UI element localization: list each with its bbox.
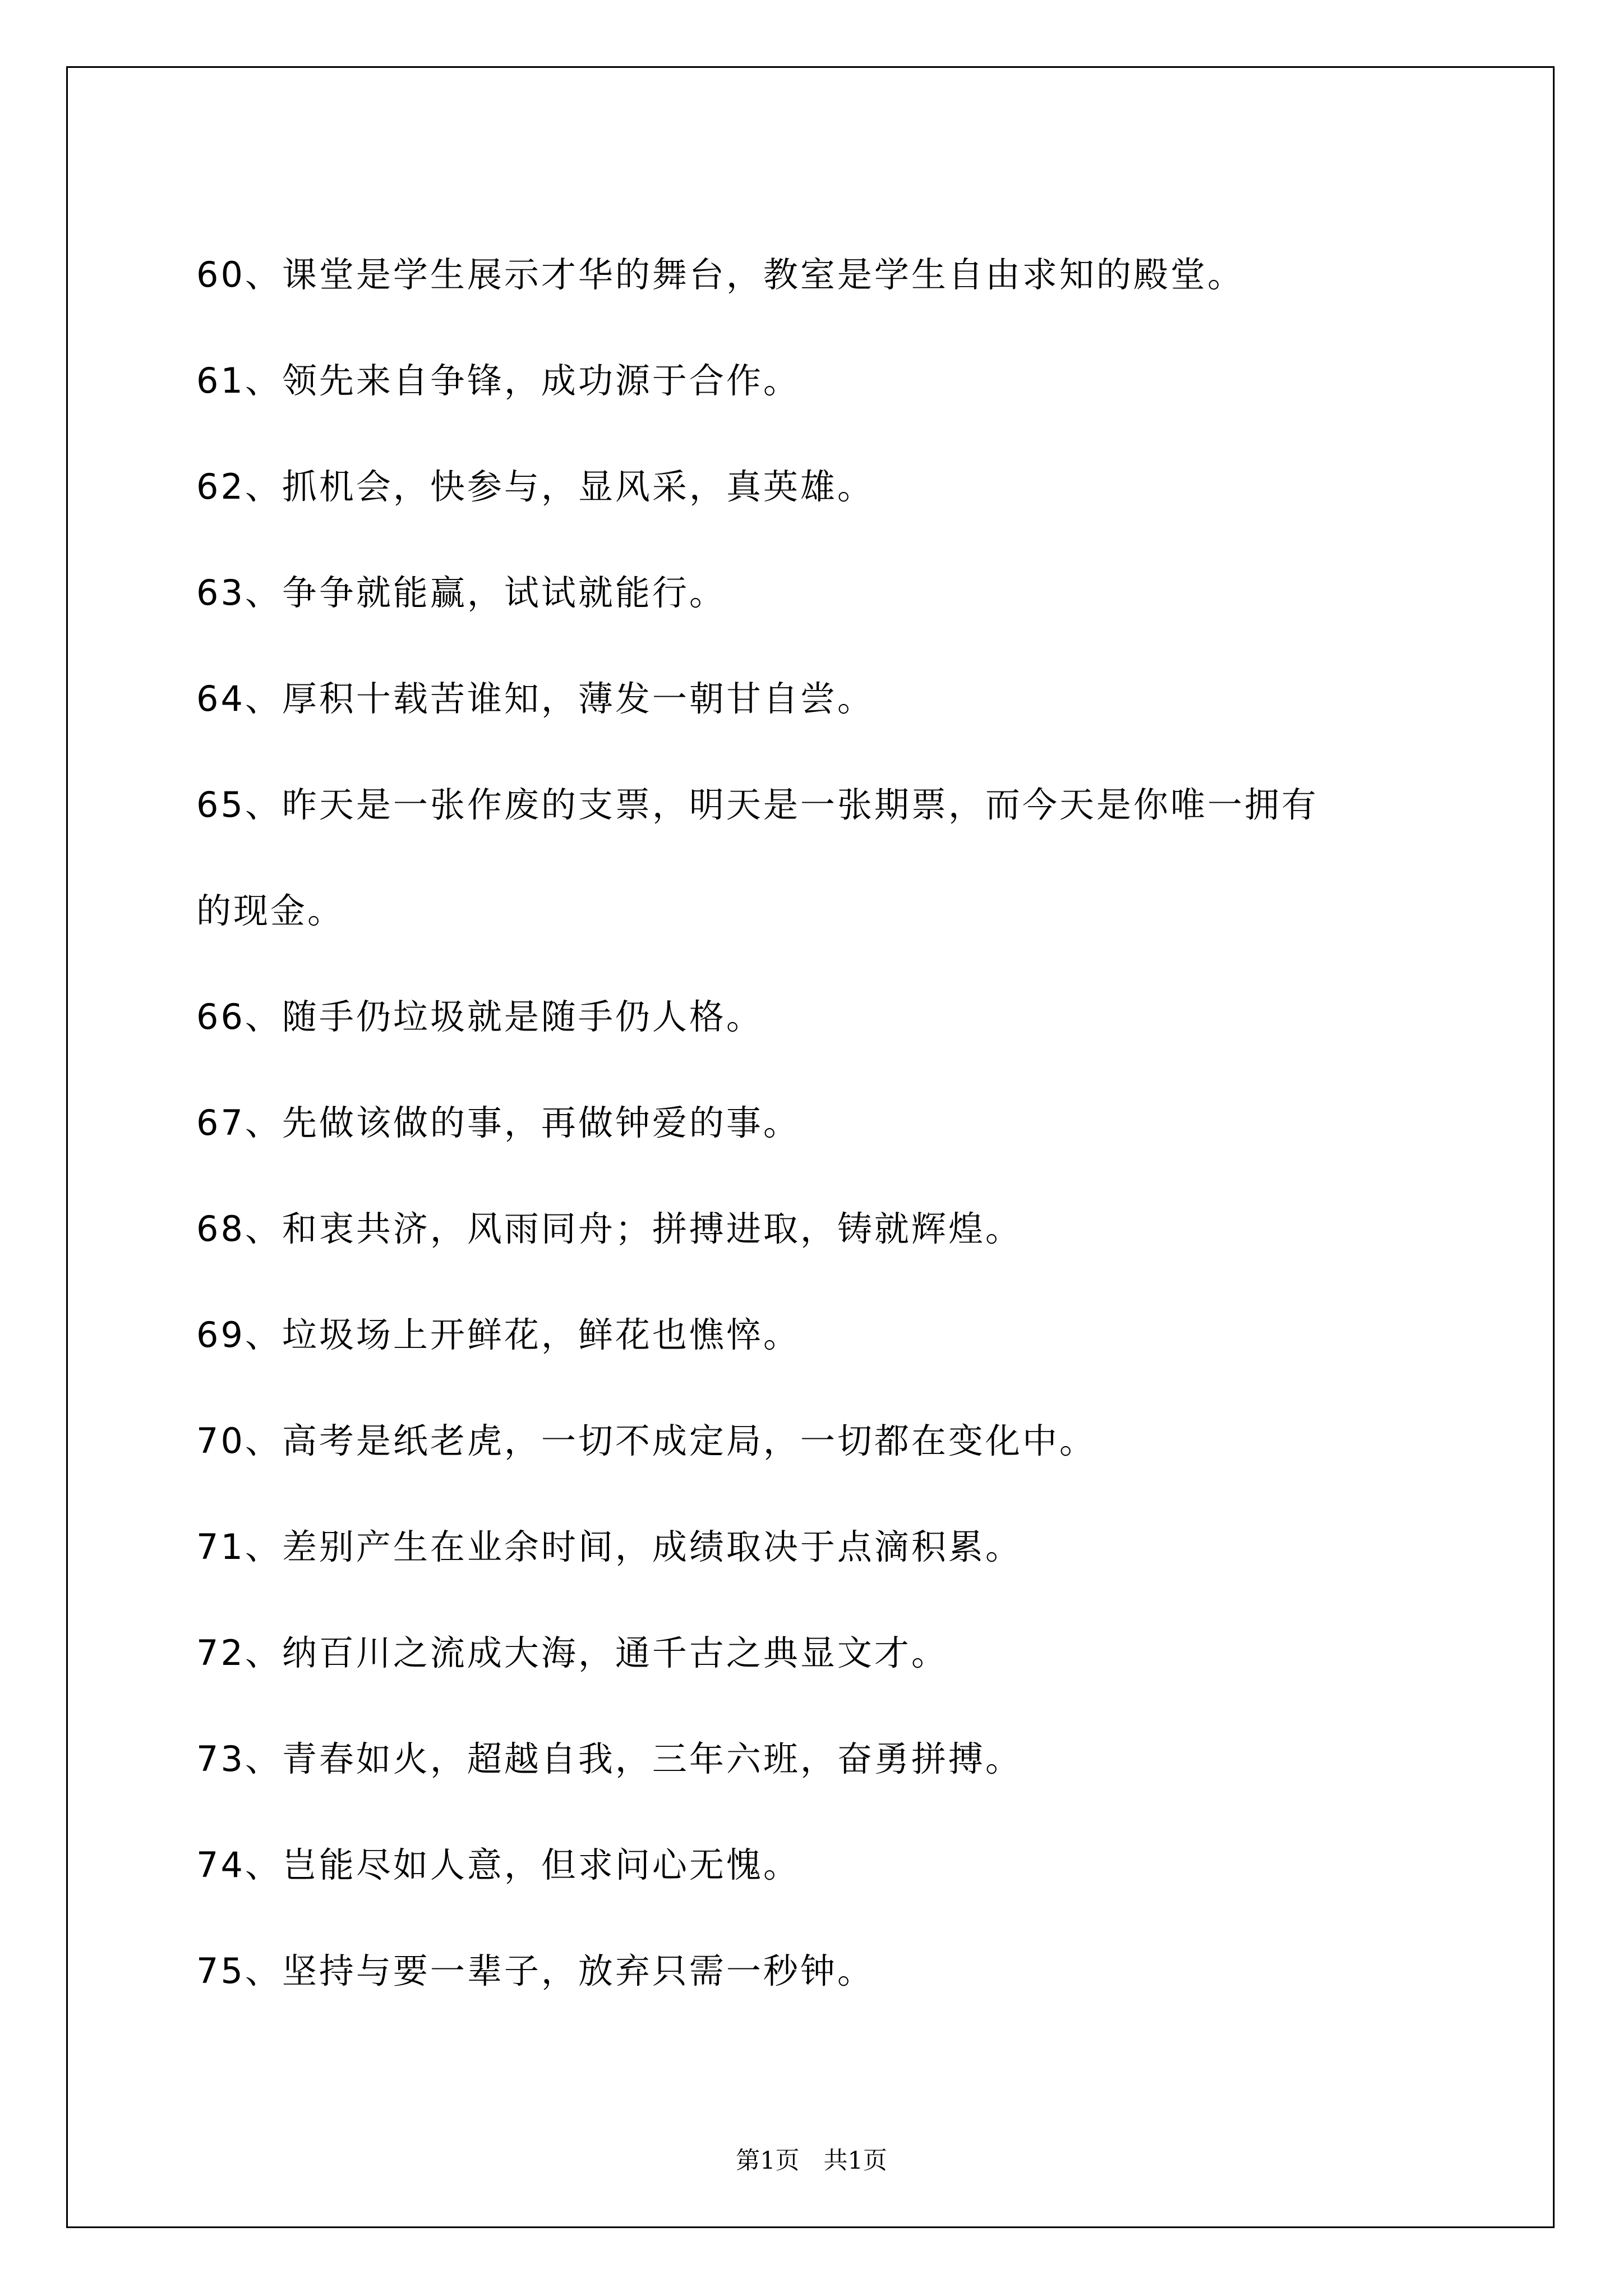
text-line: 73、青春如火，超越自我，三年六班，奋勇拼搏。: [196, 1738, 1022, 1779]
document-body: [196, 222, 1458, 2024]
text-line: 70、高考是纸老虎，一切不成定局，一切都在变化中。: [196, 1420, 1096, 1461]
text-line: 72、纳百川之流成大海，通千古之典显文才。: [196, 1632, 948, 1673]
text-line: 74、岂能尽如人意，但求问心无愧。: [196, 1844, 800, 1885]
text-line: 61、领先来自争锋，成功源于合作。: [196, 360, 800, 401]
text-line: 62、抓机会，快参与，显风采，真英雄。: [196, 466, 874, 507]
text-line: 68、和衷共济，风雨同舟；拼搏进取，铸就辉煌。: [196, 1208, 1022, 1249]
text-line: 63、争争就能赢，试试就能行。: [196, 572, 726, 613]
text-line: 67、先做该做的事，再做钟爱的事。: [196, 1102, 800, 1143]
text-line: 60、课堂是学生展示才华的舞台，教室是学生自由求知的殿堂。: [196, 254, 1244, 295]
text-line: 64、厚积十载苦谁知，薄发一朝甘自尝。: [196, 678, 874, 719]
page-footer: 第1页 共1页: [736, 2147, 887, 2175]
text-line: 69、垃圾场上开鲜花，鲜花也憔悴。: [196, 1314, 800, 1355]
text-line: 66、随手仍垃圾就是随手仍人格。: [196, 996, 763, 1037]
text-line: 75、坚持与要一辈子，放弃只需一秒钟。: [196, 1950, 874, 1991]
text-line-continuation: 的现金。: [196, 890, 345, 931]
text-line: 71、差别产生在业余时间，成绩取决于点滴积累。: [196, 1526, 1022, 1567]
text-line: 65、昨天是一张作废的支票，明天是一张期票，而今天是你唯一拥有: [196, 784, 1318, 825]
